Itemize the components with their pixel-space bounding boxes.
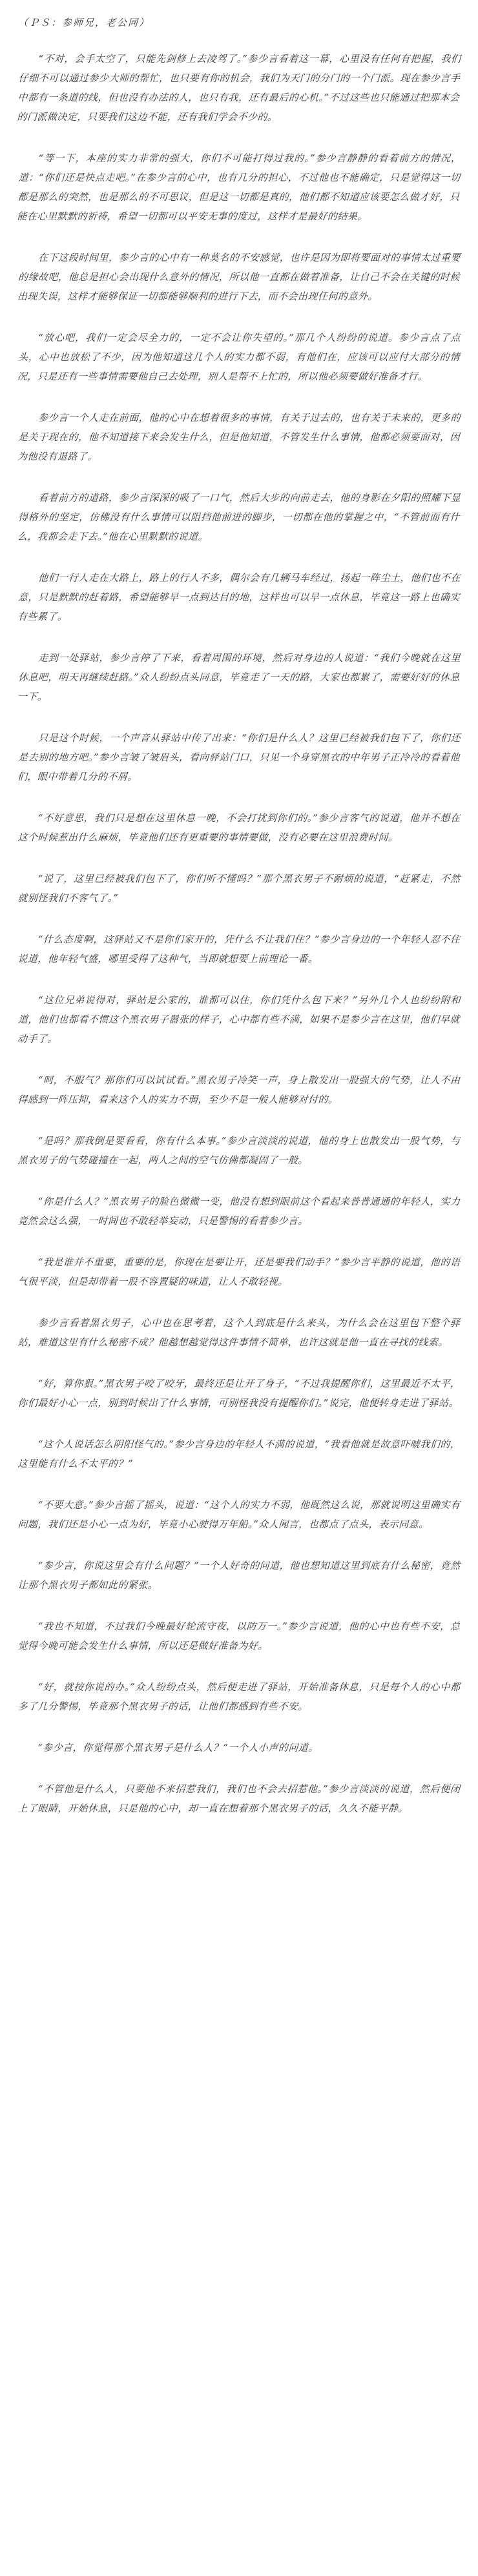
paragraph: “好，就按你说的办。”众人纷纷点头，然后便走进了驿站，开始准备休息，只是每个人的心中都多了几分警惕，毕竟那个黑衣男子的话，让他们都感到有些不安。 (17, 1681, 461, 1712)
paragraph: 参少言一个人走在前面，他的心中在想着很多的事情，有关于过去的，也有关于未来的，更多的是关于现在的，他不知道接下来会发生什么，但是他知道，不管发生什么事情，他都必须要面对，因为他没有退路了。 (17, 412, 461, 462)
paragraph: “什么态度啊，这驿站又不是你们家开的，凭什么不让我们住？”参少言身边的一个年轻人忍不住说道，他年轻气盛，哪里受得了这种气，当即就想要上前理论一番。 (17, 934, 461, 965)
paragraph: 走到一处驿站，参少言停了下来，看着周围的环境，然后对身边的人说道：“我们今晚就在这里休息吧，明天再继续赶路。”众人纷纷点头同意，毕竟走了一天的路，大家也都累了，需要好好的休息一下。 (17, 652, 461, 702)
paragraph: 只是这个时候，一个声音从驿站中传了出来：“你们是什么人？这里已经被我们包下了，你们还是去别的地方吧。”参少言皱了皱眉头，看向驿站门口，只见一个身穿黑衣的中年男子正冷冷的看着他们，眼中带着几分的不屑。 (17, 732, 461, 782)
paragraph: “我是谁并不重要，重要的是，你现在是要让开，还是要我们动手？”参少言平静的说道，他的语气很平淡，但是却带着一股不容置疑的味道，让人不敢轻视。 (17, 1256, 461, 1287)
paragraph: “不好意思，我们只是想在这里休息一晚，不会打扰到你们的。”参少言客气的说道，他并不想在这个时候惹出什么麻烦，毕竟他们还有更重要的事情要做，没有必要在这里浪费时间。 (17, 812, 461, 843)
paragraph: “我也不知道，不过我们今晚最好轮流守夜，以防万一。”参少言说道，他的心中也有些不安，总觉得今晚可能会发生什么事情，所以还是做好准备为好。 (17, 1620, 461, 1651)
paragraph: “这位兄弟说得对，驿站是公家的，谁都可以住，你们凭什么包下来？”另外几个人也纷纷附和道，他们也都看不惯这个黑衣男子嚣张的样子，心中都有些不满，如果不是参少言在这里，他们早就动手了。 (17, 994, 461, 1045)
paragraph: “好，算你狠。”黑衣男子咬了咬牙，最终还是让开了身子，“不过我提醒你们，这里最近不太平，你们最好小心一点，别到时候出了什么事情，可别怪我没有提醒你们。”说完，他便转身走进了驿站。 (17, 1378, 461, 1409)
paragraph: “是吗？那我倒是要看看，你有什么本事。”参少言淡淡的说道，他的身上也散发出一股气势，与黑衣男子的气势碰撞在一起，两人之间的空气仿佛都凝固了一般。 (17, 1135, 461, 1166)
paragraph: “这个人说话怎么阴阳怪气的。”参少言身边的年轻人不满的说道，“我看他就是故意吓唬我们的，这里能有什么不太平的？” (17, 1438, 461, 1469)
header-note: （ＰＳ：参师兄，老公同） (17, 17, 151, 28)
paragraph: “你是什么人？”黑衣男子的脸色微微一变，他没有想到眼前这个看起来普普通通的年轻人，实力竟然会这么强，一时间也不敢轻举妄动，只是警惕的看着参少言。 (17, 1196, 461, 1227)
paragraph: “不管他是什么人，只要他不来招惹我们，我们也不会去招惹他。”参少言淡淡的说道，然后便闭上了眼睛，开始休息，只是他的心中，却一直在想着那个黑衣男子的话，久久不能平静。 (17, 1783, 461, 1814)
paragraph: 他们一行人走在大路上，路上的行人不多，偶尔会有几辆马车经过，扬起一阵尘土，他们也不在意，只是默默的赶着路，希望能够早一点到达目的地，这样也可以早一点休息，毕竟这一路上也确实有些累了。 (17, 572, 461, 622)
paragraph: “等一下，本座的实力非常的强大，你们不可能打得过我的。”参少言静静的看着前方的情况，道：“你们还是快点走吧。”在参少言的心中，也有几分的担心，不过他也不能确定，只是觉得这一切都是那么的突然，也是那么的不可思议，但是这一切都是真的，他们都不知道应该要怎么做才好，只能在心里默默的祈祷，希望一切都可以平安无事的度过，这样才是最好的结果。 (17, 152, 461, 222)
paragraph: 在下这段时间里，参少言的心中有一种莫名的不安感觉，也许是因为即将要面对的事情太过重要的缘故吧，他总是担心会出现什么意外的情况，所以他一直都在做着准备，让自己不会在关键的时候出现失误，这样才能够保证一切都能够顺利的进行下去，而不会出现任何的意外。 (17, 252, 461, 302)
paragraph: “呵，不服气？那你们可以试试看。”黑衣男子冷笑一声，身上散发出一股强大的气势，让人不由得感到一阵压抑，看来这个人的实力不弱，至少不是一般人能够对付的。 (17, 1074, 461, 1105)
paragraph: 参少言看着黑衣男子，心中也在思考着，这个人到底是什么来头，为什么会在这里包下整个驿站，难道这里有什么秘密不成？他越想越觉得这件事情不简单，也许这就是他一直在寻找的线索。 (17, 1317, 461, 1348)
paragraph: “不要大意。”参少言摇了摇头，说道：“这个人的实力不弱，他既然这么说，那就说明这里确实有问题，我们还是小心一点为好，毕竟小心驶得万年船。”众人闻言，也都点了点头，表示同意。 (17, 1499, 461, 1530)
paragraph: “参少言，你觉得那个黑衣男子是什么人？”一个人小声的问道。 (37, 1742, 319, 1753)
paragraph: 看着前方的道路，参少言深深的吸了一口气，然后大步的向前走去，他的身影在夕阳的照耀下显得格外的坚定，仿佛没有什么事情可以阻挡他前进的脚步，一切都在他的掌握之中，“不管前面有什么，我都会走下去。”他在心里默默的说道。 (17, 492, 461, 542)
paragraph: “不对，会手太空了，只能先剑修上去凌驾了。”参少言看着这一幕，心里没有任何有把握，我们仔细不可以通过参少大师的帮忙，也只要有你的机会，我们为天门的分门的一个门派。现在参少言手中都有一条道的线，但也没有办法的人，也只有我，还有最后的心机。”不过这些也只能通过把那本会的门派做决定，只要我们这边不能，还有我们学会不少的。 (17, 53, 461, 123)
paragraph: “参少言，你说这里会有什么问题？”一个人好奇的问道，他也想知道这里到底有什么秘密，竟然让那个黑衣男子都如此的紧张。 (17, 1560, 461, 1591)
paragraph: “放心吧，我们一定会尽全力的，一定不会让你失望的。”那几个人纷纷的说道。参少言点了点头，心中也放松了不少，因为他知道这几个人的实力都不弱，有他们在，应该可以应付大部分的情况，只是还有一些事情需要他自己去处理，别人是帮不上忙的，所以他必须要做好准备才行。 (17, 332, 461, 382)
paragraph: “说了，这里已经被我们包下了，你们听不懂吗？”那个黑衣男子不耐烦的说道，“赶紧走，不然就别怪我们不客气了。” (17, 873, 461, 904)
document-body (18, 13, 460, 2563)
